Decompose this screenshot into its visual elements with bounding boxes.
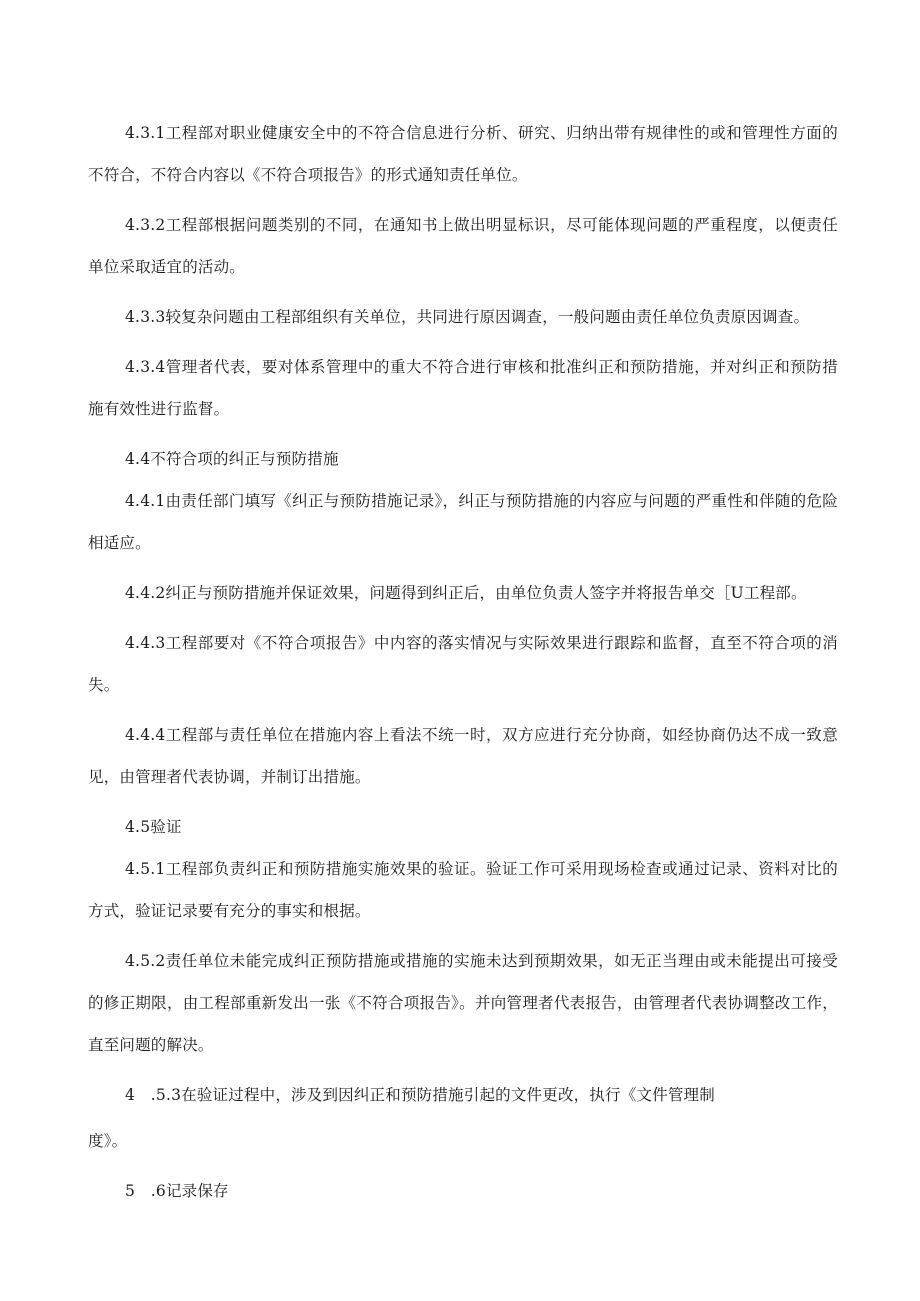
section-heading-4-6: 5 .6记录保存	[125, 1182, 229, 1200]
paragraph-4-4-4: 4.4.4工程部与责任单位在措施内容上看法不统一时，双方应进行充分协商，如经协商仍达不成一致意见，由管理者代表协调，并制订出措施。	[88, 726, 838, 786]
paragraph-4-5-3-tail: 度》。	[88, 1132, 128, 1150]
paragraph-4-3-3: 4.3.3较复杂问题由工程部组织有关单位，共同进行原因调查，一般问题由责任单位负责原因调查。	[125, 308, 810, 326]
paragraph-4-5-3: 4 .5.3在验证过程中，涉及到因纠正和预防措施引起的文件更改，执行《文件管理制	[125, 1086, 715, 1104]
paragraph-4-4-3: 4.4.3工程部要对《不符合项报告》中内容的落实情况与实际效果进行跟踪和监督，直至不符合项的消失。	[88, 634, 838, 694]
paragraph-4-3-1: 4.3.1工程部对职业健康安全中的不符合信息进行分析、研究、归纳出带有规律性的或和管理性方面的不符合，不符合内容以《不符合项报告》的形式通知责任单位。	[88, 124, 838, 184]
document-body	[88, 112, 838, 1212]
section-heading-4-4: 4.4不符合项的纠正与预防措施	[125, 450, 339, 468]
paragraph-4-4-1: 4.4.1由责任部门填写《纠正与预防措施记录》，纠正与预防措施的内容应与问题的严重性和伴随的危险相适应。	[88, 492, 838, 552]
paragraph-4-3-2: 4.3.2工程部根据问题类别的不同，在通知书上做出明显标识，尽可能体现问题的严重程度，以便责任单位采取适宜的活动。	[88, 216, 838, 276]
paragraph-4-5-1: 4.5.1工程部负责纠正和预防措施实施效果的验证。验证工作可采用现场检查或通过记录、资料对比的方式，验证记录要有充分的事实和根据。	[88, 860, 838, 920]
section-heading-4-5: 4.5验证	[125, 818, 182, 836]
paragraph-4-3-4: 4.3.4管理者代表，要对体系管理中的重大不符合进行审核和批准纠正和预防措施，并对纠正和预防措施有效性进行监督。	[88, 358, 838, 418]
paragraph-4-4-2: 4.4.2纠正与预防措施并保证效果，问题得到纠正后，由单位负责人签字并将报告单交［U工程部。	[125, 584, 807, 602]
paragraph-4-5-2: 4.5.2责任单位未能完成纠正预防措施或措施的实施未达到预期效果，如无正当理由或未能提出可接受的修正期限，由工程部重新发出一张《不符合项报告》。并向管理者代表报告，由管理者代表协调整改工作，直至问题的解决。	[88, 952, 838, 1054]
